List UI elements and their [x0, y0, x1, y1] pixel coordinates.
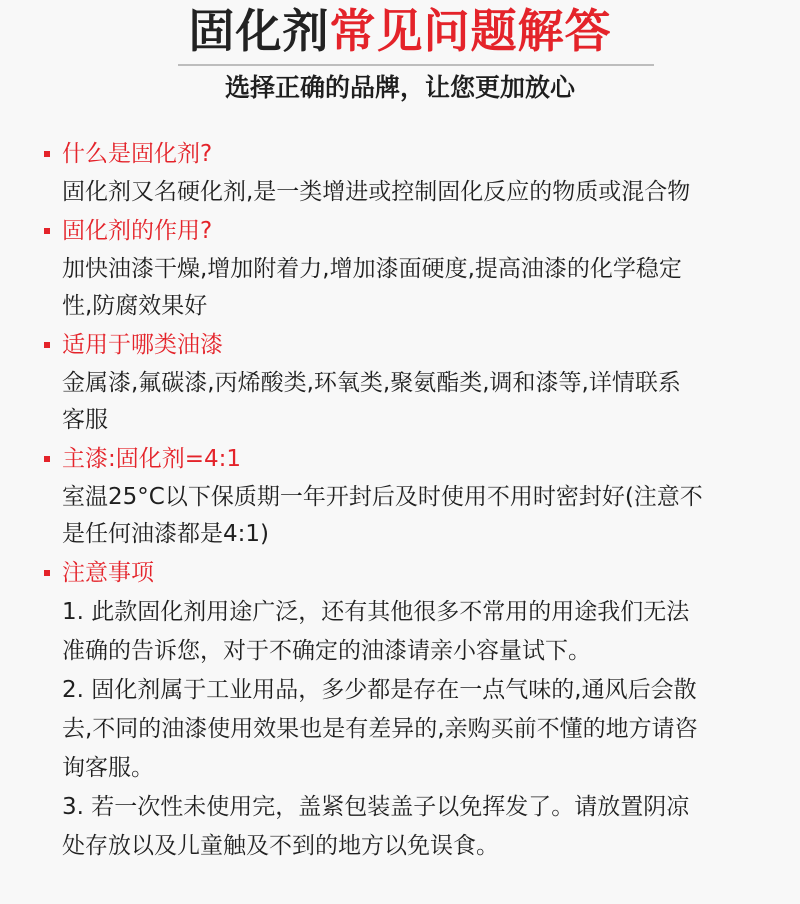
page-subtitle: 选择正确的品牌，让您更加放心 [224, 73, 575, 102]
faq-answer-line: 加快油漆干燥,增加附着力,增加漆面硬度,提高油漆的化学稳定 [62, 256, 682, 282]
page-title-black: 固化剂 [188, 4, 330, 58]
faq-answer-line: 是任何油漆都是4:1) [62, 521, 269, 547]
faq-question-text: 主漆:固化剂=4:1 [62, 446, 242, 472]
faq-question [0, 553, 800, 593]
bullet-square-icon [44, 151, 50, 157]
faq-answer-line: 去,不同的油漆使用效果也是有差异的,亲购买前不懂的地方请咨 [62, 716, 698, 742]
faq-question-text: 什么是固化剂? [62, 141, 213, 167]
faq-answer-line: 室温25°C以下保质期一年开封后及时使用不用时密封好(注意不 [62, 484, 703, 510]
bullet-square-icon [44, 228, 50, 234]
faq-answer [0, 593, 800, 866]
faq-answer [0, 365, 800, 439]
faq-answer [0, 174, 800, 211]
faq-answer [0, 251, 800, 325]
faq-answer-line: 准确的告诉您，对于不确定的油漆请亲小容量试下。 [62, 638, 591, 664]
faq-answer-line: 询客服。 [62, 755, 154, 781]
faq-question-text: 适用于哪类油漆 [62, 332, 223, 358]
faq-answer-line: 固化剂又名硬化剂,是一类增进或控制固化反应的物质或混合物 [62, 179, 691, 205]
faq-answer-line: 金属漆,氟碳漆,丙烯酸类,环氧类,聚氨酯类,调和漆等,详情联系 [62, 370, 681, 396]
faq-answer-line: 1. 此款固化剂用途广泛，还有其他很多不常用的用途我们无法 [62, 599, 690, 625]
faq-answer-line: 3. 若一次性未使用完，盖紧包装盖子以免挥发了。请放置阴凉 [62, 794, 690, 820]
faq-list [0, 134, 800, 866]
faq-answer-line: 性,防腐效果好 [62, 293, 208, 319]
page-title [0, 0, 800, 66]
title-divider [178, 64, 654, 66]
bullet-square-icon [44, 342, 50, 348]
faq-answer-line: 2. 固化剂属于工业用品，多少都是存在一点气味的,通风后会散 [62, 677, 697, 703]
faq-answer [0, 479, 800, 553]
faq-question [0, 325, 800, 365]
faq-question-text: 注意事项 [62, 560, 154, 586]
faq-question [0, 134, 800, 174]
faq-answer-line: 处存放以及儿童触及不到的地方以免误食。 [62, 833, 499, 859]
faq-answer-line: 客服 [62, 407, 108, 433]
bullet-square-icon [44, 456, 50, 462]
faq-question-text: 固化剂的作用? [62, 218, 213, 244]
faq-question [0, 211, 800, 251]
page-title-red: 常见问题解答 [329, 4, 612, 58]
bullet-square-icon [44, 570, 50, 576]
faq-question [0, 439, 800, 479]
